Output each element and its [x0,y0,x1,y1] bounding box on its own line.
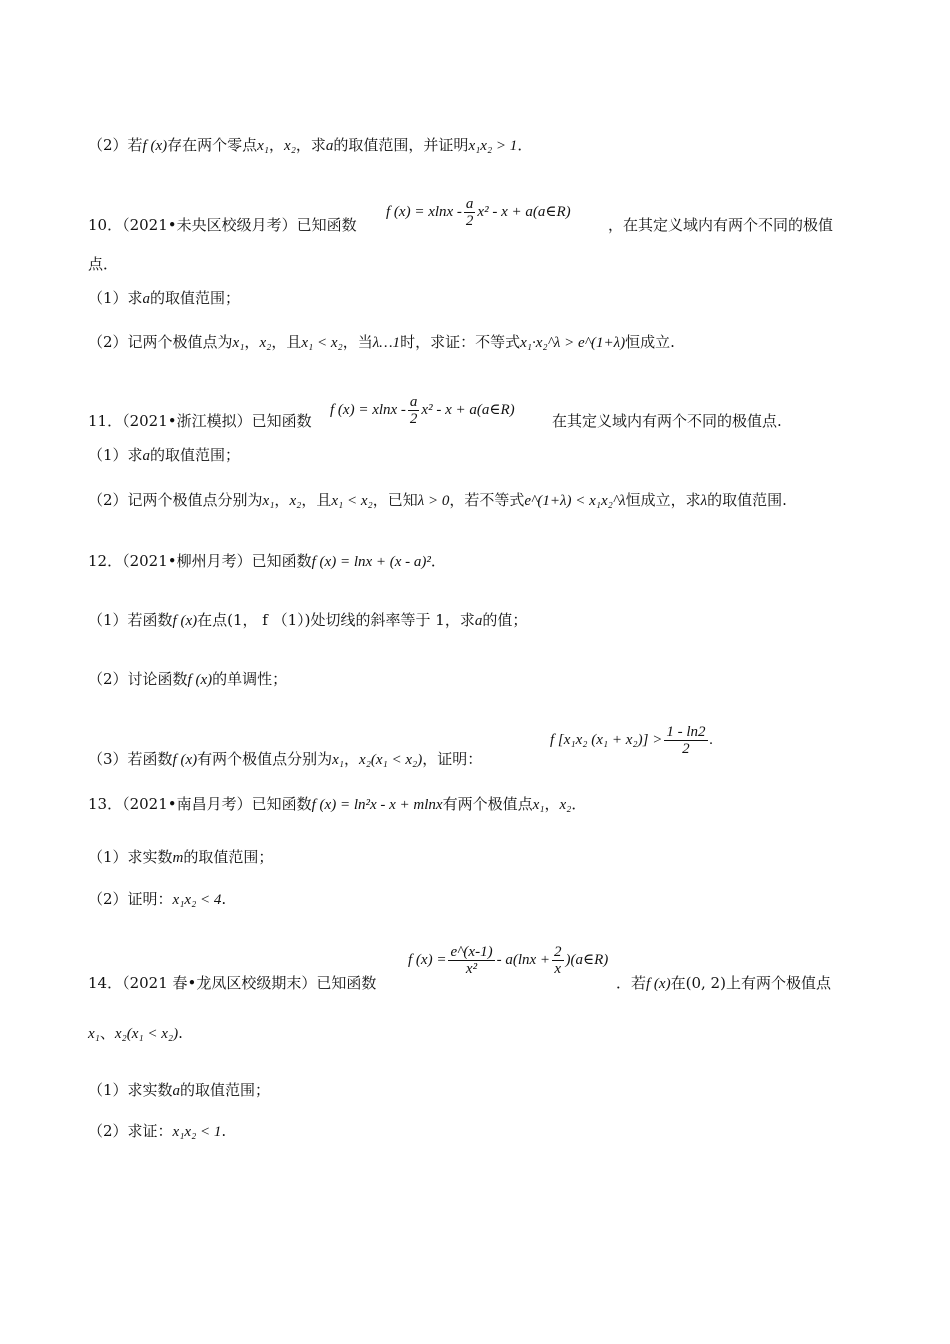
q11-stem: 11．（2021•浙江模拟）已知函数 f (x) = xlnx - $\frac{a}{2}$ x² - x + a(a∈R) 在其定义域内有两个不同的极值点. [88,394,782,430]
q11-part2: （2）记两个极值点分别为x₁，x₂，且x₁ < x₂，已知λ > 0，若不等式e^(1+λ) < x₁x₂^λ恒成立，求λ的取值范围. [88,491,787,509]
q10-stem: 10．（2021•未央区校级月考）已知函数 f (x) = xlnx - $\frac{a}{2}$ x² - x + a(a∈R) ，在其定义域内有两个不同的极值 [88,196,834,234]
q12-stem: 12．（2021•柳州月考）已知函数f (x) = lnx + (x - a)²． [88,552,446,570]
q14-stem-cont: x₁、x₂(x₁ < x₂). [88,1024,183,1042]
q13-part1: （1）求实数m的取值范围； [88,848,274,866]
q10-stem-cont: 点． [88,255,119,273]
q12-inequality: f [x₁x₂ (x₁ + x₂)] > $\frac{1 - \ln 2}{2}$ . [550,724,714,757]
q14-function: f (x) = $\frac{e\^{}(x-1)}{\text{x²}}$ - a(lnx + $\frac{2}{x}$ )(a∈R) [408,944,609,977]
q10-part1: （1）求a的取值范围； [88,289,241,307]
q12-part2: （2）讨论函数f (x)的单调性； [88,670,288,688]
q10-function: f (x) = xlnx - $\frac{a}{2}$ x² - x + a(a∈R) [386,196,571,229]
q14-stem: 14．（2021 春•龙凤区校级期末）已知函数 f (x) = $\frac{e\^{}(x-1)}{\text{x²}}$ - a(lnx + $\frac{2}{x}$ )(a∈R) ．若f (x)在(0, 2)上有两个极值点 [88,944,831,992]
q12-part1: （1）若函数f (x)在点(1， f （1）)处切线的斜率等于 1，求a的值； [88,611,528,629]
q14-part1: （1）求实数a的取值范围； [88,1081,271,1099]
q14-part2: （2）求证：x₁x₂ < 1. [88,1122,227,1140]
q11-part1: （1）求a的取值范围； [88,446,241,464]
q13-stem: 13．（2021•南昌月考）已知函数f (x) = ln²x - x + mlnx有两个极值点x₁，x₂． [88,795,587,813]
q11-function: f (x) = xlnx - $\frac{a}{2}$ x² - x + a(a∈R) [330,394,515,427]
q13-part2: （2）证明：x₁x₂ < 4. [88,890,227,908]
q12-part3: （3）若函数f (x)有两个极值点分别为x₁，x₂(x₁ < x₂)，证明： f [x₁x₂ (x₁ + x₂)] > $\frac{1 - \ln 2}{2}$ . [88,724,714,768]
q9-part2: （2）若f (x)存在两个零点x₁，x₂，求a的取值范围，并证明x₁x₂ > 1． [88,136,533,154]
q10-part2: （2）记两个极值点为x₁，x₂，且x₁ < x₂，当λ…1时，求证：不等式x₁·x₂^λ > e^(1+λ)恒成立. [88,333,675,351]
